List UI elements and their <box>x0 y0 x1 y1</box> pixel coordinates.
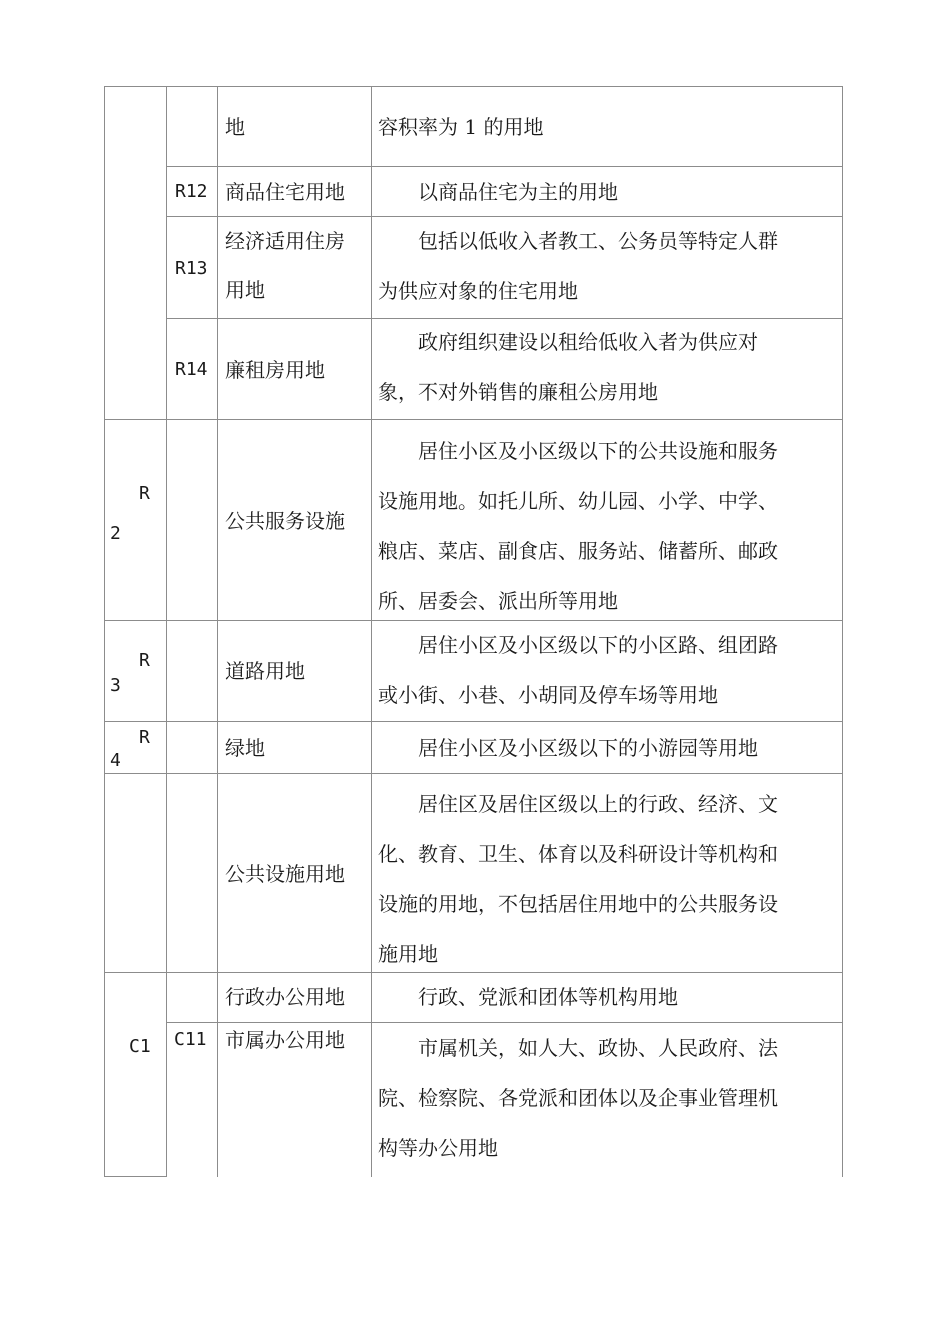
description-line: 或小街、小巷、小胡同及停车场等用地 <box>378 683 718 707</box>
description-line: 构等办公用地 <box>378 1136 498 1160</box>
row-divider <box>104 419 843 420</box>
description-line: 化、教育、卫生、体育以及科研设计等机构和 <box>378 842 778 866</box>
land-use-code: R14 <box>175 359 208 380</box>
land-use-name: 道路用地 <box>225 659 305 683</box>
description-line: 市属机关，如人大、政协、人民政府、法 <box>378 1036 778 1060</box>
land-use-description <box>378 167 836 217</box>
land-use-name: 行政办公用地 <box>225 985 345 1009</box>
column-divider <box>217 86 218 1177</box>
description-line: 所、居委会、派出所等用地 <box>378 589 618 613</box>
description-line: 院、检察院、各党派和团体以及企事业管理机 <box>378 1086 778 1110</box>
description-line: 施用地 <box>378 942 438 966</box>
land-use-description <box>378 972 836 1022</box>
table-right-border <box>842 86 843 1177</box>
land-use-description <box>378 102 836 152</box>
description-line: 容积率为 1 的用地 <box>378 115 544 139</box>
land-use-code: R12 <box>175 181 208 202</box>
land-use-description <box>378 779 836 979</box>
description-line: 包括以低收入者教工、公务员等特定人群 <box>378 229 778 253</box>
description-line: 居住小区及小区级以下的小区路、组团路 <box>378 633 778 657</box>
description-line: 象，不对外销售的廉租公房用地 <box>378 380 658 404</box>
land-use-code-number: 4 <box>110 750 121 771</box>
land-use-name: 商品住宅用地 <box>225 180 345 204</box>
table-top-border <box>104 86 843 87</box>
column-divider <box>166 86 167 1177</box>
land-use-code: R13 <box>175 258 208 279</box>
land-use-name-line: 经济适用住房 <box>225 229 345 253</box>
description-line: 以商品住宅为主的用地 <box>378 180 618 204</box>
land-use-name: 市属办公用地 <box>225 1028 345 1052</box>
land-use-description <box>378 723 836 773</box>
description-line: 行政、党派和团体等机构用地 <box>378 985 678 1009</box>
land-use-description <box>378 317 836 417</box>
land-use-code: C1 <box>129 1036 151 1057</box>
land-use-code: C11 <box>174 1029 207 1050</box>
land-use-code-number: 3 <box>110 675 121 696</box>
land-use-name-line: 用地 <box>225 278 265 302</box>
land-use-name: 廉租房用地 <box>225 358 325 382</box>
land-use-code-letter: R <box>139 483 150 504</box>
land-use-description <box>378 1023 836 1173</box>
description-line: 居住小区及小区级以下的公共设施和服务 <box>378 439 778 463</box>
land-use-description <box>378 426 836 626</box>
description-line: 粮店、菜店、副食店、服务站、储蓄所、邮政 <box>378 539 778 563</box>
description-line: 设施用地。如托儿所、幼儿园、小学、中学、 <box>378 489 778 513</box>
land-use-name: 绿地 <box>225 736 265 760</box>
land-use-code-letter: R <box>139 650 150 671</box>
description-line: 政府组织建设以租给低收入者为供应对 <box>378 330 758 354</box>
description-line: 为供应对象的住宅用地 <box>378 279 578 303</box>
description-line: 居住区及居住区级以上的行政、经济、文 <box>378 792 778 816</box>
description-line: 居住小区及小区级以下的小游园等用地 <box>378 736 758 760</box>
land-use-code-number: 2 <box>110 523 121 544</box>
land-use-description <box>378 620 836 720</box>
land-use-name: 公共服务设施 <box>225 509 345 533</box>
land-use-code-letter: R <box>139 727 150 748</box>
land-use-name: 公共设施用地 <box>225 862 345 886</box>
row-divider <box>104 773 843 774</box>
column-divider <box>371 86 372 1177</box>
land-use-description <box>378 216 836 316</box>
land-use-name: 地 <box>225 115 245 139</box>
c1-bottom-border <box>104 1176 167 1177</box>
table-left-border <box>104 86 105 1177</box>
row-divider <box>104 721 843 722</box>
description-line: 设施的用地，不包括居住用地中的公共服务设 <box>378 892 778 916</box>
